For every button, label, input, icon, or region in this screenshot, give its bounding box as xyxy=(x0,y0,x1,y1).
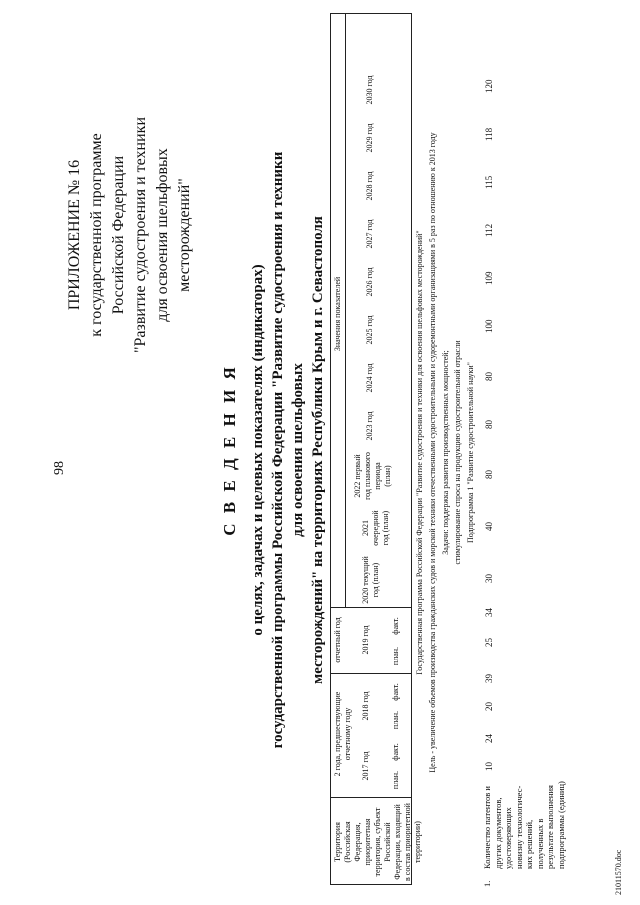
row-value: 24 xyxy=(484,734,494,743)
section-program: Государственная программа Российской Федерации "Развитие судостроения и техники для освоения шельфовых месторождений" xyxy=(415,230,424,675)
appendix-line-3: Российской Федерации xyxy=(110,155,127,315)
title-line-3: месторождений" на территориях Республики Крым и г. Севастополя xyxy=(310,216,326,684)
title-main: С В Е Д Е Н И Я xyxy=(220,364,239,536)
header-2026: 2026 год xyxy=(365,267,374,297)
row-value: 30 xyxy=(484,574,494,583)
section-task-1: Задачи: поддержка развития производственных мощностей; xyxy=(441,350,450,555)
row-value: 34 xyxy=(484,608,494,617)
header-2017-fact: факт. xyxy=(391,743,400,761)
header-2025: 2025 год xyxy=(365,315,374,345)
header-two-years: 2 года, предшествующие отчетному году xyxy=(333,691,352,777)
header-2019: 2019 год xyxy=(361,625,370,655)
row-value: 120 xyxy=(484,79,494,93)
row-value: 100 xyxy=(484,319,494,333)
section-subprogram: Подпрограмма 1 "Развитие судостроительной науки" xyxy=(466,362,475,543)
header-2028: 2028 год xyxy=(365,171,374,201)
appendix-line-2: к государственной программе xyxy=(88,133,105,337)
appendix-line-1: ПРИЛОЖЕНИЕ № 16 xyxy=(66,159,83,311)
header-2021: 2021 очередной год (план) xyxy=(361,510,390,546)
header-2019-fact: факт. xyxy=(391,617,400,635)
row-value: 80 xyxy=(484,420,494,429)
section-task-2: стимулирование спроса на продукцию судостроительной отрасли xyxy=(453,340,462,565)
row-value: 118 xyxy=(484,127,494,141)
row-value: 115 xyxy=(484,175,494,189)
row-value: 39 xyxy=(484,674,494,683)
header-report-year: отчетный год xyxy=(333,617,342,663)
header-2029: 2029 год xyxy=(365,123,374,153)
row-label: Количество патентов и других документов, удостоверяющих новизну технологичес-ких решений, полученных в результате выполнения подпрограммы (единиц) xyxy=(482,781,566,869)
header-2027: 2027 год xyxy=(365,219,374,249)
header-2017: 2017 год xyxy=(361,751,370,781)
header-values: Значения показателей xyxy=(333,276,342,352)
page-number: 98 xyxy=(52,461,67,475)
document-title xyxy=(220,145,328,755)
appendix-line-4: "Развитие судостроения и техники xyxy=(132,116,149,354)
row-value: 25 xyxy=(484,638,494,647)
row-value: 80 xyxy=(484,372,494,381)
row-value: 109 xyxy=(484,271,494,285)
appendix-header xyxy=(64,95,196,375)
header-2022: 2022 первый год планового периода (план) xyxy=(353,452,392,500)
header-2018-plan: план. xyxy=(391,710,400,730)
title-line-1: о целях, задачах и целевых показателях (индикаторах) xyxy=(250,264,266,636)
row-value: 80 xyxy=(484,470,494,479)
appendix-line-5: для освоения шельфовых месторождений" xyxy=(154,148,193,322)
header-2018: 2018 год xyxy=(361,691,370,721)
row-value: 40 xyxy=(484,522,494,531)
row-value: 10 xyxy=(484,762,494,771)
header-territory: Территория (Российская Федерация, приоритетная территория, субъект Российской Федерации, входящий в состав приоритетной территории) xyxy=(333,803,422,881)
header-2024: 2024 год xyxy=(365,363,374,393)
header-2018-fact: факт. xyxy=(391,683,400,701)
footer-filename: 21011570.doc xyxy=(614,849,623,895)
header-2023: 2023 год xyxy=(365,411,374,441)
section-goal: Цель - увеличение объемов производства гражданских судов и морской техники отечественными судостроительными и судоремонтными организациями в 5 раз по отношению к 2013 году xyxy=(428,132,437,773)
header-2030: 2030 год xyxy=(365,75,374,105)
header-2020: 2020 текущий год (план) xyxy=(361,556,380,604)
row-index: 1. xyxy=(482,880,492,887)
header-2019-plan: план. xyxy=(391,646,400,666)
row-value: 20 xyxy=(484,702,494,711)
title-line-2: государственной программы Российской Федерации "Развитие судостроения и техники для освоения шельфовых xyxy=(270,151,306,749)
header-2017-plan: план. xyxy=(391,770,400,790)
row-value: 112 xyxy=(484,223,494,237)
